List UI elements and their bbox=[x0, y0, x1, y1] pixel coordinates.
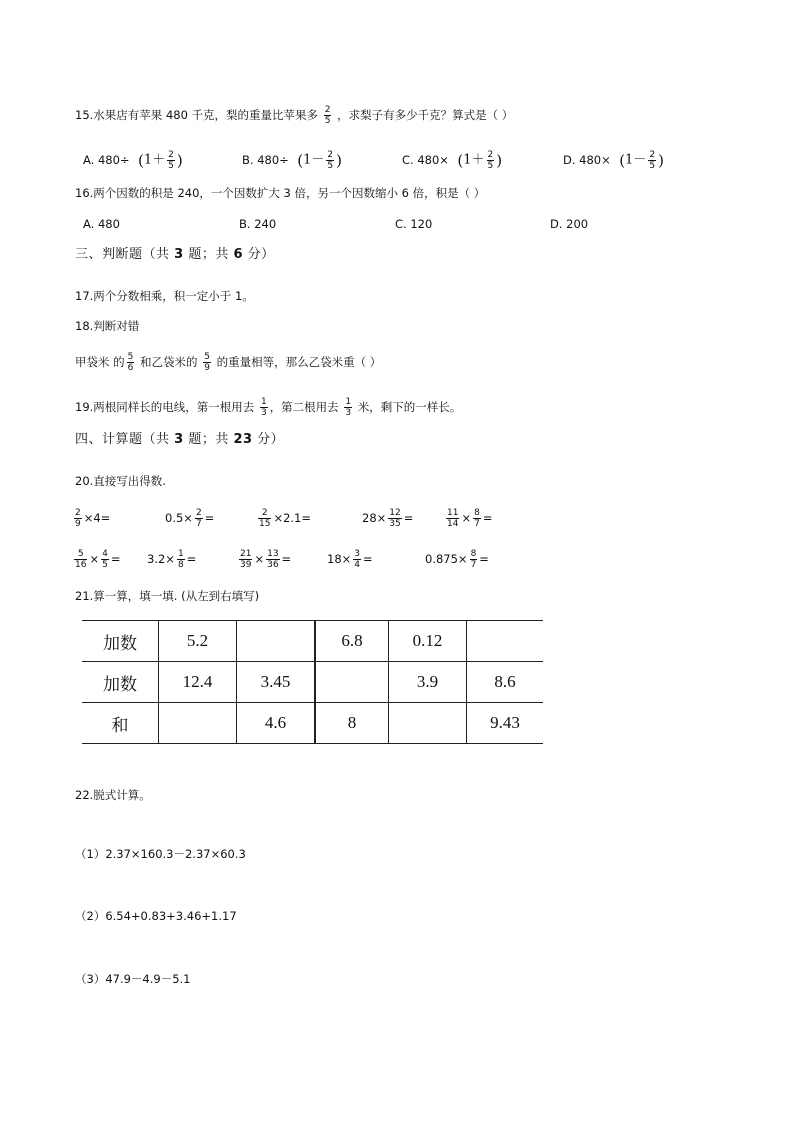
q16-stem: 16.两个因数的积是 240，一个因数扩大 3 倍，另一个因数缩小 6 倍，积是（ ） bbox=[75, 186, 486, 200]
q20-row1-item4: 28× $\frac{12}{35}$ = bbox=[362, 508, 414, 529]
q22-item-2: （2）6.54+0.83+3.46+1.17 bbox=[75, 909, 237, 923]
q20-row2-item5: 0.875× $\frac{8}{7}$ = bbox=[425, 549, 489, 570]
q20-row1-item5: $\frac{11}{14}$ × $\frac{8}{7}$ = bbox=[447, 508, 493, 529]
table-row bbox=[82, 703, 543, 744]
q16-option-a[interactable]: A. 480 bbox=[83, 217, 120, 231]
table-cell: 8.6 bbox=[467, 662, 544, 703]
table-cell: 8 bbox=[315, 703, 389, 744]
q20-row2-item3: $\frac{21}{39}$ × $\frac{13}{36}$ = bbox=[240, 549, 292, 570]
table-row bbox=[82, 621, 543, 662]
q18-title: 18.判断对错 bbox=[75, 319, 140, 333]
table-cell: 5.2 bbox=[159, 621, 237, 662]
q15-option-d[interactable]: D. 480× (1－ $\frac{2}{5}$ ) bbox=[563, 150, 664, 171]
q15-stem: 15.水果店有苹果 480 千克，梨的重量比苹果多 $\frac{2}{5}$ ，求梨子有多少千克？算式是（ ） bbox=[75, 105, 514, 126]
q21-title: 21.算一算，填一填. (从左到右填写) bbox=[75, 589, 260, 603]
q15-option-b[interactable]: B. 480÷ (1－ $\frac{2}{5}$ ) bbox=[242, 150, 342, 171]
q20-row2-item1: $\frac{5}{16}$ × $\frac{4}{5}$ = bbox=[75, 549, 121, 570]
table-cell[interactable] bbox=[389, 703, 467, 744]
q20-row1-item1: $\frac{2}{9}$ ×4= bbox=[75, 508, 111, 529]
q16-option-b[interactable]: B. 240 bbox=[239, 217, 277, 231]
q20-row1-item2: 0.5× $\frac{2}{7}$ = bbox=[165, 508, 215, 529]
q15-option-a[interactable]: A. 480÷ (1＋ $\frac{2}{5}$ ) bbox=[83, 150, 183, 171]
table-cell: 9.43 bbox=[467, 703, 544, 744]
section-3-heading: 三、判断题（共 3 题；共 6 分） bbox=[75, 247, 275, 262]
q18-stem: 甲袋米 的 $\frac{5}{6}$ 和乙袋米的 $\frac{5}{9}$ 的重量相等，那么乙袋米重（ ） bbox=[75, 352, 382, 373]
table-cell: 和 bbox=[82, 703, 159, 744]
addition-table bbox=[82, 620, 543, 744]
q17-stem: 17.两个分数相乘，积一定小于 1。 bbox=[75, 289, 254, 303]
table-cell[interactable] bbox=[467, 621, 544, 662]
q15-fraction: $\frac{2}{5}$ bbox=[324, 105, 331, 126]
q16-option-c[interactable]: C. 120 bbox=[395, 217, 433, 231]
table-cell[interactable] bbox=[237, 621, 316, 662]
table-cell[interactable] bbox=[315, 662, 389, 703]
table-row bbox=[82, 662, 543, 703]
table-cell: 3.9 bbox=[389, 662, 467, 703]
q19-stem: 19.两根同样长的电线，第一根用去 $\frac{1}{3}$ ，第二根用去 $\frac{1}{3}$ 米，剩下的一样长。 bbox=[75, 397, 462, 418]
table-cell: 12.4 bbox=[159, 662, 237, 703]
q15-option-c[interactable]: C. 480× (1＋ $\frac{2}{5}$ ) bbox=[402, 150, 503, 171]
table-cell: 6.8 bbox=[315, 621, 389, 662]
q22-item-1: （1）2.37×160.3－2.37×60.3 bbox=[75, 847, 246, 861]
table-cell: 3.45 bbox=[237, 662, 316, 703]
q20-row2-item2: 3.2× $\frac{1}{8}$ = bbox=[147, 549, 197, 570]
table-cell: 加数 bbox=[82, 621, 159, 662]
q16-option-d[interactable]: D. 200 bbox=[550, 217, 589, 231]
table-cell[interactable] bbox=[159, 703, 237, 744]
q20-title: 20.直接写出得数. bbox=[75, 474, 166, 488]
q22-title: 22.脱式计算。 bbox=[75, 788, 151, 802]
table-cell: 0.12 bbox=[389, 621, 467, 662]
q22-item-3: （3）47.9－4.9－5.1 bbox=[75, 972, 191, 986]
section-4-heading: 四、计算题（共 3 题；共 23 分） bbox=[75, 432, 285, 447]
q20-row1-item3: $\frac{2}{15}$ ×2.1= bbox=[259, 508, 312, 529]
q20-row2-item4: 18× $\frac{3}{4}$ = bbox=[327, 549, 373, 570]
table-cell: 加数 bbox=[82, 662, 159, 703]
table-cell: 4.6 bbox=[237, 703, 316, 744]
